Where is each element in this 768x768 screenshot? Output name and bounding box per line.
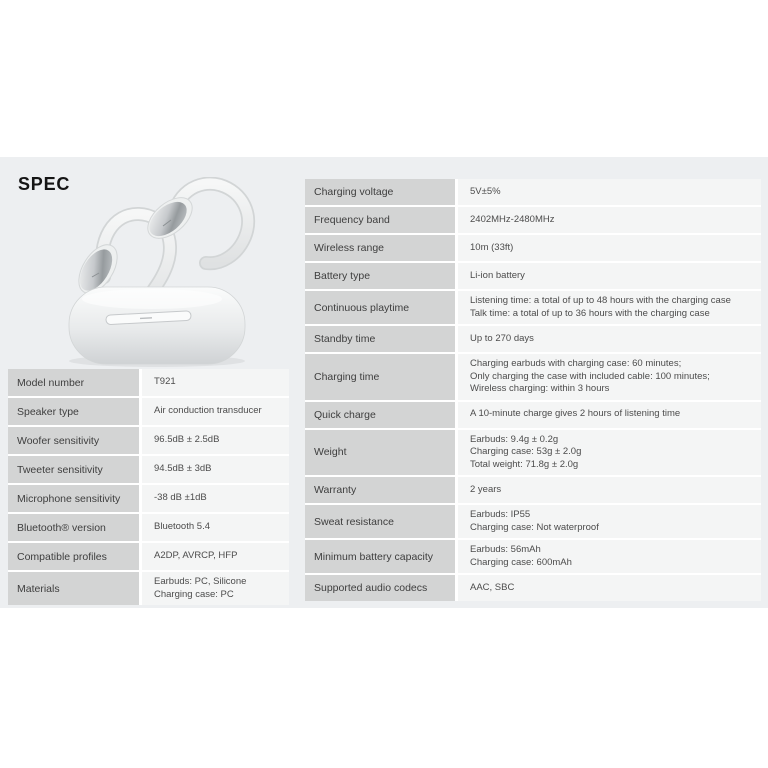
spec-label: Tweeter sensitivity bbox=[8, 456, 139, 483]
spec-value-line: Earbuds: PC, Silicone bbox=[154, 576, 247, 587]
spec-value-line: Listening time: a total of up to 48 hours with the charging case bbox=[470, 295, 731, 306]
spec-value-line: Bluetooth 5.4 bbox=[154, 521, 210, 533]
spec-row bbox=[305, 477, 761, 503]
spec-row bbox=[305, 354, 761, 400]
spec-value bbox=[458, 179, 761, 205]
spec-value-line: Only charging the case with included cable: 100 minutes; bbox=[470, 370, 710, 382]
spec-row bbox=[8, 456, 289, 483]
spec-value bbox=[458, 540, 761, 573]
spec-value bbox=[142, 398, 289, 425]
page-title: SPEC bbox=[18, 174, 71, 194]
spec-value bbox=[142, 514, 289, 541]
spec-row bbox=[8, 543, 289, 570]
spec-value bbox=[458, 575, 761, 601]
spec-value-line: 2402MHz-2480MHz bbox=[470, 213, 555, 225]
spec-row bbox=[305, 207, 761, 233]
spec-value-line: T921 bbox=[154, 376, 176, 388]
spec-value-line: 2 years bbox=[470, 483, 502, 495]
spec-row bbox=[305, 540, 761, 573]
spec-value-line: 94.5dB ± 3dB bbox=[154, 463, 212, 475]
spec-label: Bluetooth® version bbox=[8, 514, 139, 541]
product-image bbox=[52, 177, 264, 369]
spec-value bbox=[142, 485, 289, 512]
spec-row bbox=[305, 291, 761, 324]
spec-value-line: AAC, SBC bbox=[470, 581, 515, 593]
right-earbud bbox=[140, 184, 248, 264]
spec-label: Materials bbox=[8, 572, 139, 605]
spec-label: Warranty bbox=[305, 477, 455, 503]
spec-value bbox=[142, 572, 289, 605]
spec-value bbox=[142, 543, 289, 570]
spec-value bbox=[142, 369, 289, 396]
spec-row bbox=[305, 179, 761, 205]
spec-value-line: Talk time: a total of up to 36 hours with the charging case bbox=[470, 307, 710, 319]
spec-row bbox=[305, 402, 761, 428]
spec-value bbox=[458, 235, 761, 261]
spec-row bbox=[305, 430, 761, 476]
spec-value-line: Earbuds: 56mAh bbox=[470, 544, 541, 555]
spec-value-line: Charging case: 600mAh bbox=[470, 556, 572, 568]
spec-value bbox=[458, 291, 761, 324]
spec-value-line: Charging case: 53g ± 2.0g bbox=[470, 446, 582, 457]
spec-value bbox=[458, 263, 761, 289]
spec-value bbox=[458, 430, 761, 476]
spec-row bbox=[8, 514, 289, 541]
spec-row bbox=[305, 326, 761, 352]
spec-value-line: 10m (33ft) bbox=[470, 241, 514, 253]
spec-row bbox=[305, 263, 761, 289]
spec-value-line: 5V±5% bbox=[470, 185, 501, 197]
spec-value bbox=[458, 207, 761, 233]
spec-value-line: Li-ion battery bbox=[470, 269, 525, 281]
spec-value-line: Earbuds: 9.4g ± 0.2g bbox=[470, 433, 559, 445]
spec-value-line: Charging case: Not waterproof bbox=[470, 521, 599, 533]
spec-value-line: Charging earbuds with charging case: 60 minutes; bbox=[470, 358, 682, 369]
spec-label: Charging time bbox=[305, 354, 455, 400]
spec-value bbox=[458, 402, 761, 428]
spec-table-left bbox=[8, 369, 289, 605]
spec-label: Sweat resistance bbox=[305, 505, 455, 538]
spec-row bbox=[8, 427, 289, 454]
spec-label: Model number bbox=[8, 369, 139, 396]
spec-row bbox=[8, 485, 289, 512]
spec-value bbox=[458, 477, 761, 503]
spec-value-line: A2DP, AVRCP, HFP bbox=[154, 550, 238, 562]
spec-label: Frequency band bbox=[305, 207, 455, 233]
spec-value bbox=[142, 427, 289, 454]
spec-value bbox=[458, 354, 761, 400]
spec-value bbox=[458, 505, 761, 538]
spec-label: Woofer sensitivity bbox=[8, 427, 139, 454]
spec-panel bbox=[0, 157, 768, 608]
spec-row bbox=[8, 369, 289, 396]
spec-row bbox=[305, 505, 761, 538]
spec-value-line: Earbuds: IP55 bbox=[470, 509, 531, 520]
spec-row bbox=[305, 575, 761, 601]
spec-label: Battery type bbox=[305, 263, 455, 289]
spec-value-line: Air conduction transducer bbox=[154, 405, 262, 417]
spec-row bbox=[8, 572, 289, 605]
charging-case bbox=[69, 287, 245, 364]
spec-value-line: -38 dB ±1dB bbox=[154, 492, 207, 504]
spec-label: Weight bbox=[305, 430, 455, 476]
spec-value-line: 96.5dB ± 2.5dB bbox=[154, 434, 220, 446]
spec-value-line: A 10-minute charge gives 2 hours of listening time bbox=[470, 408, 681, 420]
spec-value-line: Total weight: 71.8g ± 2.0g bbox=[470, 458, 579, 470]
spec-label: Compatible profiles bbox=[8, 543, 139, 570]
spec-label: Wireless range bbox=[305, 235, 455, 261]
spec-value bbox=[142, 456, 289, 483]
earbuds-illustration bbox=[52, 177, 264, 369]
spec-value bbox=[458, 326, 761, 352]
spec-label: Quick charge bbox=[305, 402, 455, 428]
spec-value-line: Charging case: PC bbox=[154, 588, 234, 600]
spec-label: Standby time bbox=[305, 326, 455, 352]
spec-label: Continuous playtime bbox=[305, 291, 455, 324]
spec-label: Microphone sensitivity bbox=[8, 485, 139, 512]
spec-row bbox=[8, 398, 289, 425]
spec-label: Charging voltage bbox=[305, 179, 455, 205]
spec-row bbox=[305, 235, 761, 261]
spec-table-right bbox=[305, 179, 761, 601]
spec-label: Supported audio codecs bbox=[305, 575, 455, 601]
spec-label: Minimum battery capacity bbox=[305, 540, 455, 573]
spec-value-line: Wireless charging: within 3 hours bbox=[470, 383, 610, 394]
spec-value-line: Up to 270 days bbox=[470, 332, 534, 344]
spec-label: Speaker type bbox=[8, 398, 139, 425]
